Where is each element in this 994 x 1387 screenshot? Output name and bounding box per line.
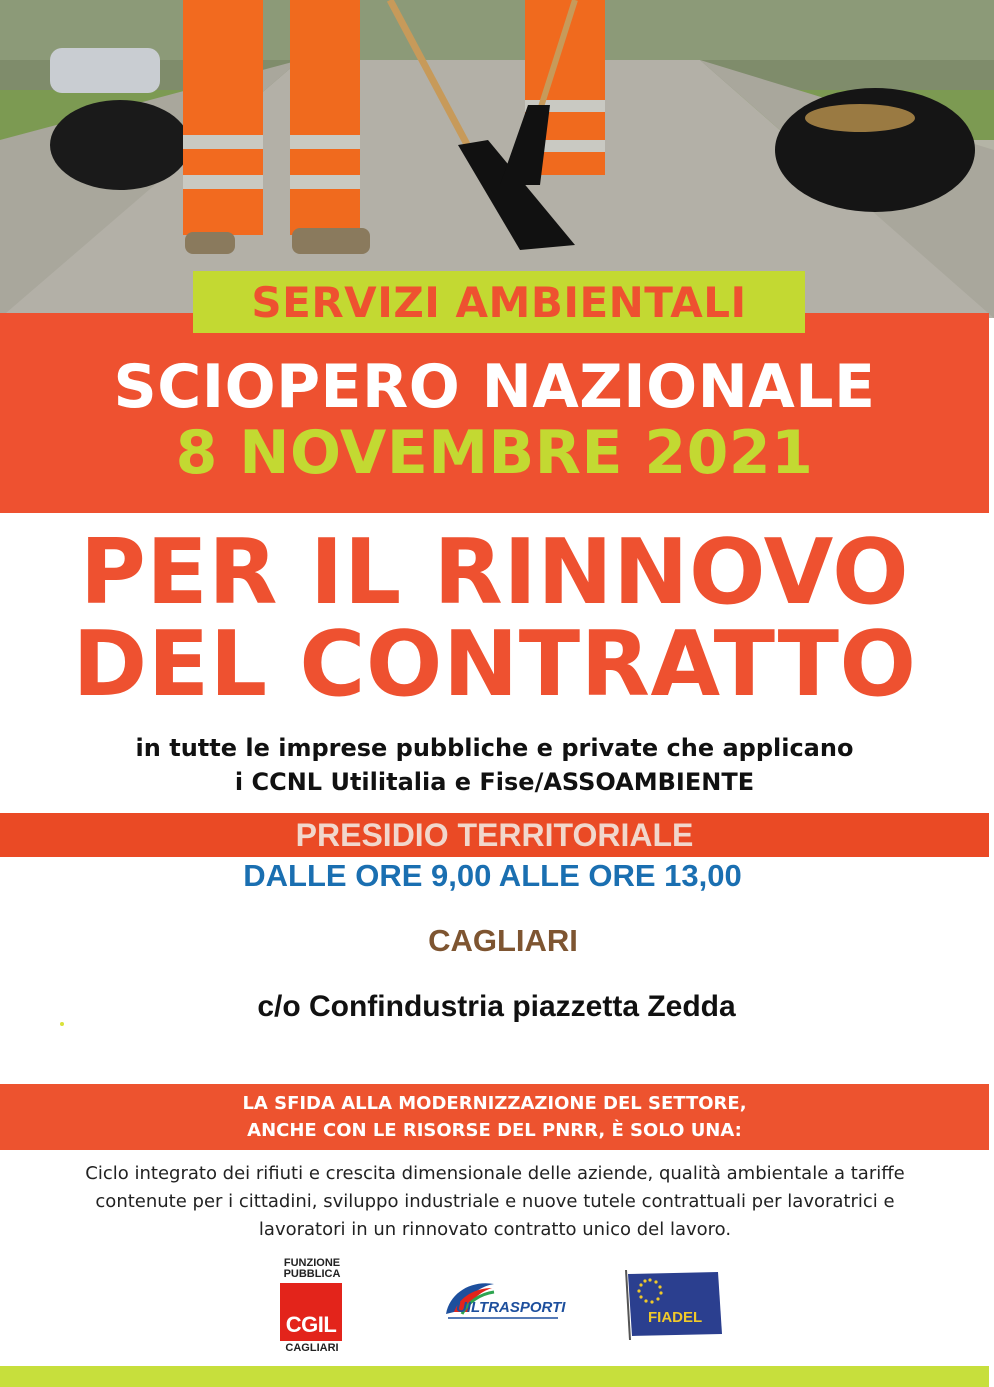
- cgil-word: CGIL: [285, 1312, 337, 1337]
- subtitle-line1: in tutte le imprese pubbliche e private che applicano: [135, 734, 854, 762]
- headline-line2: DEL CONTRATTO: [72, 612, 917, 717]
- subtitle-line2: i CCNL Utilitalia e Fise/ASSOAMBIENTE: [234, 768, 755, 796]
- cgil-top-line2: PUBBLICA: [283, 1268, 341, 1280]
- challenge-line1: LA SFIDA ALLA MODERNIZZAZIONE DEL SETTORE,: [242, 1093, 747, 1114]
- challenge-line2: ANCHE CON LE RISORSE DEL PNRR, È SOLO UNA:: [247, 1120, 742, 1141]
- strike-date: 8 NOVEMBRE 2021: [175, 418, 814, 488]
- strike-title: SCIOPERO NAZIONALE: [113, 352, 876, 422]
- uil-wordmark: UILTRASPORTI: [456, 1299, 566, 1316]
- event-hours: DALLE ORE 9,00 ALLE ORE 13,00: [243, 858, 742, 893]
- cgil-logo: [280, 1258, 344, 1354]
- fiadel-logo: [622, 1268, 734, 1340]
- headline-line1: PER IL RINNOVO: [79, 520, 910, 625]
- challenge-banner: [0, 1084, 989, 1150]
- event-place: c/o Confindustria piazzetta Zedda: [257, 990, 736, 1023]
- bottom-lime-bar: [0, 1366, 989, 1387]
- fiadel-wordmark: FIADEL: [648, 1309, 703, 1326]
- cgil-city: CAGLIARI: [285, 1342, 339, 1354]
- cgil-top-line1: FUNZIONE: [283, 1257, 341, 1269]
- subtitle: [0, 731, 989, 799]
- decorative-dot: [60, 1022, 64, 1026]
- event-title-bar: [0, 813, 989, 857]
- uiltrasporti-logo: [442, 1274, 566, 1324]
- cgil-red-box: [280, 1283, 342, 1341]
- event-city: CAGLIARI: [428, 923, 578, 958]
- eu-flag-icon: [622, 1268, 734, 1340]
- event-title: PRESIDIO TERRITORIALE: [295, 816, 694, 853]
- body-paragraph: Ciclo integrato dei rifiuti e crescita dimensionale delle aziende, qualità ambientale a tariffe contenute per i cittadini, sviluppo industriale e nuove tutele contrattuali per lavoratrici e lavoratori in un rinnovato contratto unico del lavoro.: [85, 1163, 905, 1240]
- sector-tag: SERVIZI AMBIENTALI: [193, 271, 805, 333]
